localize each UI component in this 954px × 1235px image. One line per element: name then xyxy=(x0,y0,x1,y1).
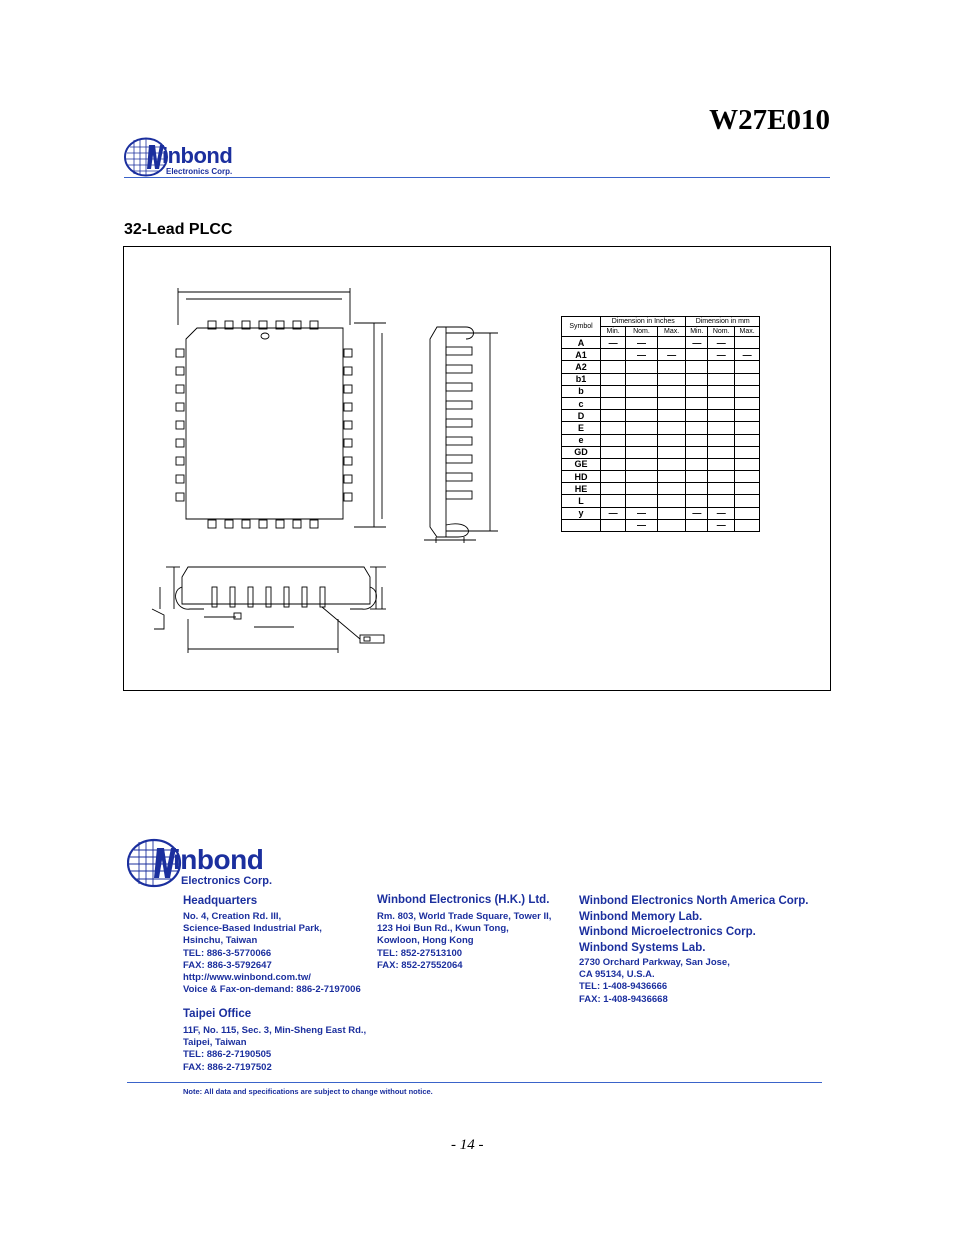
value-cell: — xyxy=(626,337,657,349)
value-cell xyxy=(657,373,686,385)
value-cell xyxy=(735,373,760,385)
winbond-logo-footer xyxy=(127,838,287,890)
value-cell xyxy=(657,361,686,373)
dimension-row xyxy=(562,446,760,458)
dimension-row xyxy=(562,507,760,519)
value-cell xyxy=(686,373,708,385)
value-cell xyxy=(657,422,686,434)
value-cell xyxy=(735,471,760,483)
value-cell xyxy=(708,458,735,470)
value-cell xyxy=(735,434,760,446)
value-cell xyxy=(601,373,626,385)
value-cell xyxy=(601,361,626,373)
part-number-title: W27E010 xyxy=(709,104,830,136)
footer-rule xyxy=(127,1082,822,1083)
value-cell xyxy=(686,495,708,507)
value-cell xyxy=(601,349,626,361)
value-cell xyxy=(735,422,760,434)
value-cell: — xyxy=(686,337,708,349)
value-cell: — xyxy=(601,507,626,519)
symbol-cell xyxy=(562,519,601,531)
symbol-header: Symbol xyxy=(562,317,601,337)
logo-wordmark: inbond xyxy=(162,143,233,168)
hk-address: Rm. 803, World Trade Square, Tower II, 123 Hoi Bun Rd., Kwun Tong, Kowloon, Hong Kong TEL: 852-27513100 FAX: 852-27552064 xyxy=(377,911,552,971)
taipei-address: 11F, No. 115, Sec. 3, Min-Sheng East Rd., Taipei, Taiwan TEL: 886-2-7190505 FAX: 886-2-7197502 xyxy=(183,1025,367,1073)
value-cell xyxy=(708,446,735,458)
value-cell xyxy=(708,471,735,483)
value-cell xyxy=(735,410,760,422)
value-cell xyxy=(657,458,686,470)
sub-header: Nom. xyxy=(708,327,735,337)
value-cell xyxy=(686,434,708,446)
sub-header: Nom. xyxy=(626,327,657,337)
value-cell xyxy=(601,495,626,507)
value-cell xyxy=(708,410,735,422)
dimension-row xyxy=(562,471,760,483)
dimension-row xyxy=(562,385,760,397)
value-cell xyxy=(686,471,708,483)
value-cell xyxy=(626,495,657,507)
value-cell xyxy=(626,385,657,397)
logo-subtitle: Electronics Corp. xyxy=(166,167,233,176)
sub-header: Min. xyxy=(686,327,708,337)
hq-heading: Headquarters xyxy=(183,895,258,907)
value-cell: — xyxy=(708,519,735,531)
dimension-row xyxy=(562,337,760,349)
mm-header: Dimension in mm xyxy=(686,317,760,327)
value-cell xyxy=(626,471,657,483)
dimension-row xyxy=(562,397,760,409)
symbol-cell: A1 xyxy=(562,349,601,361)
value-cell xyxy=(601,397,626,409)
value-cell xyxy=(626,434,657,446)
value-cell xyxy=(601,458,626,470)
value-cell xyxy=(708,422,735,434)
symbol-cell: e xyxy=(562,434,601,446)
section-title: 32-Lead PLCC xyxy=(124,221,233,238)
taipei-heading: Taipei Office xyxy=(183,1008,252,1020)
symbol-cell: HD xyxy=(562,471,601,483)
value-cell xyxy=(735,458,760,470)
value-cell xyxy=(626,373,657,385)
value-cell xyxy=(657,519,686,531)
dimension-row xyxy=(562,483,760,495)
value-cell: — xyxy=(686,507,708,519)
inches-header: Dimension in Inches xyxy=(601,317,686,327)
value-cell xyxy=(601,385,626,397)
value-cell xyxy=(686,397,708,409)
value-cell: — xyxy=(735,349,760,361)
value-cell xyxy=(601,422,626,434)
value-cell xyxy=(657,434,686,446)
value-cell: — xyxy=(708,507,735,519)
dimension-row xyxy=(562,422,760,434)
value-cell: — xyxy=(626,519,657,531)
value-cell xyxy=(601,483,626,495)
winbond-logo-header xyxy=(124,137,254,179)
value-cell xyxy=(626,397,657,409)
value-cell xyxy=(735,519,760,531)
dimension-table xyxy=(561,316,760,532)
value-cell xyxy=(626,446,657,458)
symbol-cell: E xyxy=(562,422,601,434)
value-cell xyxy=(657,410,686,422)
dimension-row xyxy=(562,361,760,373)
value-cell xyxy=(708,397,735,409)
value-cell xyxy=(657,471,686,483)
value-cell xyxy=(626,361,657,373)
symbol-cell: y xyxy=(562,507,601,519)
sub-header: Max. xyxy=(657,327,686,337)
value-cell xyxy=(601,471,626,483)
header-rule xyxy=(124,177,830,178)
sub-header: Max. xyxy=(735,327,760,337)
dimension-row xyxy=(562,373,760,385)
symbol-cell: GD xyxy=(562,446,601,458)
value-cell xyxy=(601,519,626,531)
symbol-cell: L xyxy=(562,495,601,507)
value-cell xyxy=(686,519,708,531)
value-cell xyxy=(708,361,735,373)
dimension-row xyxy=(562,495,760,507)
page-number: - 14 - xyxy=(451,1137,484,1153)
value-cell xyxy=(601,410,626,422)
sub-header: Min. xyxy=(601,327,626,337)
disclaimer-note: Note: All data and specifications are subject to change without notice. xyxy=(183,1087,433,1096)
value-cell xyxy=(657,446,686,458)
value-cell xyxy=(735,483,760,495)
value-cell xyxy=(626,410,657,422)
value-cell xyxy=(735,446,760,458)
value-cell xyxy=(686,361,708,373)
dimension-row xyxy=(562,458,760,470)
value-cell xyxy=(708,373,735,385)
hk-heading: Winbond Electronics (H.K.) Ltd. xyxy=(377,894,550,906)
dimension-row xyxy=(562,434,760,446)
logo-subtitle: Electronics Corp. xyxy=(181,875,273,887)
na-address: 2730 Orchard Parkway, San Jose, CA 95134, U.S.A. TEL: 1-408-9436666 FAX: 1-408-9436668 xyxy=(579,957,730,1005)
logo-wordmark: inbond xyxy=(173,844,264,875)
value-cell xyxy=(657,495,686,507)
value-cell xyxy=(735,385,760,397)
symbol-cell: c xyxy=(562,397,601,409)
value-cell xyxy=(601,446,626,458)
symbol-cell: b xyxy=(562,385,601,397)
value-cell: — xyxy=(626,507,657,519)
value-cell xyxy=(735,361,760,373)
value-cell xyxy=(735,337,760,349)
value-cell xyxy=(626,483,657,495)
dimension-row xyxy=(562,410,760,422)
value-cell xyxy=(735,397,760,409)
value-cell xyxy=(686,410,708,422)
na-heading: Winbond Electronics North America Corp. Winbond Memory Lab. Winbond Microelectronics Corp. Winbond Systems Lab. xyxy=(579,895,809,954)
hq-address: No. 4, Creation Rd. III, Science-Based Industrial Park, Hsinchu, Taiwan TEL: 886-3-5770066 FAX: 886-3-5792647 http://www.winbond.com.tw/ Voice & Fax-on-demand: 886-2-7197006 xyxy=(183,911,361,996)
value-cell: — xyxy=(657,349,686,361)
value-cell xyxy=(708,385,735,397)
value-cell xyxy=(708,495,735,507)
symbol-cell: HE xyxy=(562,483,601,495)
symbol-cell: D xyxy=(562,410,601,422)
symbol-cell: GE xyxy=(562,458,601,470)
value-cell xyxy=(686,483,708,495)
value-cell xyxy=(601,434,626,446)
value-cell xyxy=(686,446,708,458)
value-cell: — xyxy=(708,337,735,349)
value-cell xyxy=(686,349,708,361)
value-cell xyxy=(708,434,735,446)
dimension-row xyxy=(562,519,760,531)
value-cell xyxy=(626,422,657,434)
value-cell: — xyxy=(626,349,657,361)
value-cell: — xyxy=(601,337,626,349)
value-cell: — xyxy=(708,349,735,361)
symbol-cell: A2 xyxy=(562,361,601,373)
symbol-cell: b1 xyxy=(562,373,601,385)
value-cell xyxy=(686,385,708,397)
value-cell xyxy=(735,507,760,519)
value-cell xyxy=(657,385,686,397)
value-cell xyxy=(686,458,708,470)
value-cell xyxy=(657,483,686,495)
value-cell xyxy=(735,495,760,507)
value-cell xyxy=(657,397,686,409)
value-cell xyxy=(657,337,686,349)
value-cell xyxy=(626,458,657,470)
dimension-row xyxy=(562,349,760,361)
value-cell xyxy=(708,483,735,495)
symbol-cell: A xyxy=(562,337,601,349)
value-cell xyxy=(657,507,686,519)
value-cell xyxy=(686,422,708,434)
